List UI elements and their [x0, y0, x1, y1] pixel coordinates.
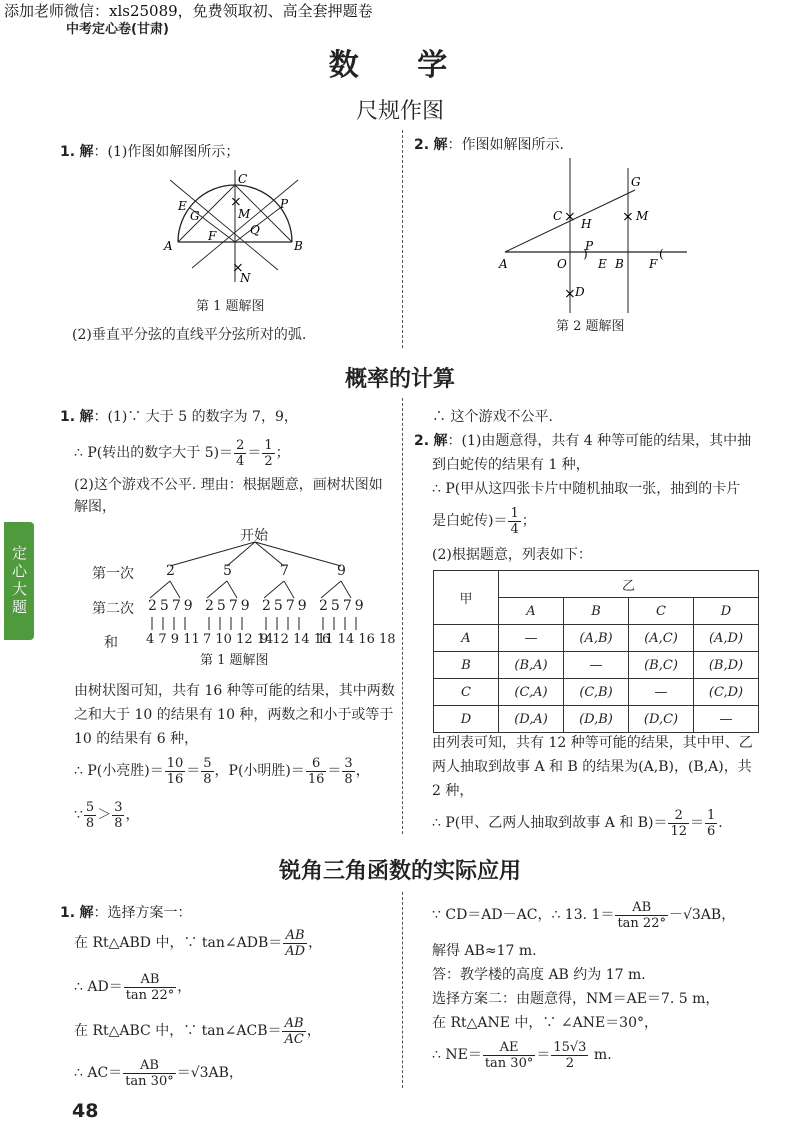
tree-root: 开始 [240, 528, 268, 544]
numerator: AB [124, 972, 177, 988]
numerator: AB [123, 1058, 176, 1074]
table-cell: (C,A) [499, 679, 564, 706]
text: ：(1)∵ 大于 5 的数字为 7，9， [93, 409, 298, 425]
text: ∴ AC＝ [74, 1065, 123, 1081]
tree-first-draw: 2 [166, 563, 175, 579]
equals: ＝ [690, 815, 704, 831]
table-row [434, 706, 759, 733]
point-label-n: N [240, 271, 251, 285]
prob-q2-line8: 2 种， [432, 783, 474, 799]
prob-q2-line3: ∴ P(甲从这四张卡片中随机抽取一张，抽到的卡片 [432, 481, 741, 497]
arc-mark: × [564, 286, 576, 302]
ruler-q1-caption: 第 1 题解图 [196, 299, 265, 314]
numerator: 2 [236, 437, 245, 453]
prob-q2-line1 [414, 432, 751, 450]
trig-q1-line3 [74, 968, 191, 1006]
numerator: AB [283, 928, 307, 944]
numerator: 1 [264, 437, 273, 453]
table-row-head: B [434, 652, 499, 679]
text: ， [177, 979, 192, 995]
table-cell: (B,D) [694, 652, 759, 679]
fraction [551, 1040, 588, 1071]
text: －√3AB， [668, 907, 736, 923]
table-col-label: B [564, 598, 629, 625]
arc-mark: ) [583, 247, 588, 261]
fraction [705, 808, 717, 839]
text: ， [306, 1023, 321, 1039]
point-label-m: M [238, 207, 251, 221]
fraction [668, 808, 689, 839]
tree-row2-label: 第二次 [92, 601, 134, 617]
prob-right-top: ∴ 这个游戏不公平. [432, 409, 553, 425]
numerator: 10 [166, 755, 184, 771]
table-col-head: 乙 [499, 571, 759, 598]
point-label-h: H [581, 217, 592, 231]
prob-q1-line6: 之和大于 10 的结果有 10 种，两数之和小于或等于 [74, 707, 394, 723]
prob-q1-line4: 解图， [74, 499, 116, 515]
denominator: 2 [565, 1055, 575, 1071]
point-label-o: O [557, 257, 567, 271]
point-label-c: C [238, 172, 248, 186]
trig-right-line4: 选择方案二：由题意得，NM＝AE＝7. 5 m， [432, 991, 720, 1007]
tree-second-draw: 2579 [148, 598, 196, 614]
column-divider [402, 892, 403, 1088]
numerator: 5 [203, 755, 212, 771]
text: 在 Rt△ABC 中，∵ tan∠ACB＝ [74, 1023, 282, 1039]
denominator: AC [284, 1031, 304, 1047]
tree-branch [341, 581, 351, 598]
outcome-table [433, 570, 759, 733]
trig-q1-line5 [74, 1054, 243, 1092]
tree-branch [284, 581, 294, 598]
trig-q1-line4 [74, 1012, 321, 1050]
table-row [434, 652, 759, 679]
prob-q1-line3: (2)这个游戏不公平. 理由：根据题意，画树状图如 [74, 477, 383, 493]
denominator: 12 [670, 823, 687, 839]
table-cell: (A,D) [694, 625, 759, 652]
fraction [306, 756, 327, 787]
numerator: 5 [85, 799, 95, 815]
text: ， [355, 763, 370, 779]
answer-label: 解 [433, 433, 448, 449]
numerator: AB [282, 1016, 305, 1032]
point-label-m: M [636, 209, 649, 223]
tree-branch [170, 581, 180, 598]
denominator: tan 30° [484, 1055, 534, 1071]
prob-q2-line4 [432, 502, 536, 540]
trig-right-line5: 在 Rt△ANE 中，∵ ∠ANE＝30°， [432, 1015, 658, 1031]
denominator: 8 [85, 815, 95, 831]
equals: ＝ [247, 445, 262, 461]
ruler-q2-figure [495, 158, 695, 316]
fraction [508, 506, 520, 537]
arc-mark: × [622, 209, 634, 225]
numerator: 15√3 [553, 1039, 587, 1055]
denominator: AD [285, 943, 306, 959]
table-cell: — [499, 625, 564, 652]
tree-sums: 4 7 9 11 [146, 632, 200, 647]
tree-branch [255, 542, 341, 566]
text: ：选择方案一： [93, 905, 192, 921]
ruler-q2-text: ：作图如解图所示. [447, 137, 564, 153]
point-label-p: P [280, 197, 289, 211]
fraction [283, 928, 307, 959]
table-row-head: C [434, 679, 499, 706]
tree-ticks [148, 616, 378, 632]
prob-q1-line1 [60, 408, 298, 426]
text: ：(1)由题意得，共有 4 种等可能的结果，其中抽 [447, 433, 752, 449]
denominator: 16 [307, 771, 325, 787]
answer-label: 解 [79, 905, 94, 921]
denominator: 4 [510, 521, 519, 537]
fraction [84, 800, 96, 831]
trig-right-line2: 解得 AB≈17 m. [432, 943, 537, 959]
point-label-b: B [294, 239, 303, 253]
denominator: tan 30° [125, 1073, 174, 1089]
question-number: 1. [60, 144, 76, 160]
text: ， [125, 807, 140, 823]
fraction [201, 756, 213, 787]
tree-second-draw: 2579 [319, 598, 367, 614]
tree-branches-2 [140, 580, 380, 600]
tick-group [152, 617, 356, 630]
tree-branch [264, 581, 284, 598]
text: ∴ AD＝ [74, 979, 123, 995]
fraction [262, 438, 274, 469]
arc-mark: × [232, 260, 244, 276]
table-row [434, 625, 759, 652]
trig-q1-line2 [74, 924, 322, 962]
text: 是白蛇传)＝ [432, 513, 508, 529]
numerator: 1 [510, 505, 519, 521]
equals: ＝ [327, 763, 342, 779]
denominator: 6 [707, 823, 716, 839]
text: ， [308, 935, 323, 951]
question-number: 2. [414, 137, 430, 153]
text: ，P(小明胜)＝ [214, 763, 305, 779]
denominator: 2 [264, 453, 273, 469]
tree-branch [227, 581, 237, 598]
trig-q1-line1 [60, 904, 192, 922]
point-label-d: D [575, 285, 585, 299]
prob-q2-line2: 到白蛇传的结果有 1 种， [432, 457, 590, 473]
ruler-q1-figure [160, 170, 310, 295]
page-number: 48 [72, 1100, 99, 1122]
fraction [234, 438, 246, 469]
table-cell: (D,A) [499, 706, 564, 733]
denominator: 8 [344, 771, 353, 787]
arc-mark: ( [659, 247, 664, 261]
section-heading-prob: 概率的计算 [344, 367, 455, 392]
ruler-q1-text: ：(1)作图如解图所示； [93, 144, 240, 160]
table-cell: (D,C) [629, 706, 694, 733]
numerator: 2 [668, 808, 689, 824]
tree-branch [150, 581, 170, 598]
section-heading-trig: 锐角三角函数的实际应用 [278, 859, 521, 884]
tree-branches [160, 540, 360, 570]
table-cell: (C,D) [694, 679, 759, 706]
tree-branch [321, 581, 341, 598]
table-row [434, 679, 759, 706]
table-col-label: A [499, 598, 564, 625]
fraction [123, 1058, 176, 1089]
numerator: AE [483, 1040, 536, 1056]
table-col-label: D [694, 598, 759, 625]
point-label-a: A [164, 239, 173, 253]
trig-right-line6 [432, 1036, 612, 1074]
text: ＝ [536, 1047, 551, 1063]
watermark-text: 添加老师微信：xls25089，免费领取初、高全套押题卷 [4, 2, 373, 20]
text: ＝√3AB， [176, 1065, 243, 1081]
denominator: tan 22° [617, 915, 666, 931]
point-label-p: P [585, 239, 594, 253]
fraction [165, 756, 186, 787]
point-label-a: A [499, 257, 508, 271]
tree-branch [170, 542, 255, 566]
tree-row1-label: 第一次 [92, 566, 134, 582]
ruler-q2-line1 [414, 136, 564, 154]
tree-first-draw: 5 [223, 563, 232, 579]
arc-mark: × [230, 194, 242, 210]
table-cell: (A,B) [564, 625, 629, 652]
side-tab: 定心大题 [4, 522, 34, 640]
ruler-q1-line1 [60, 143, 239, 161]
text: ∴ P(小亮胜)＝ [74, 763, 164, 779]
fraction [483, 1040, 536, 1071]
page-title: 数 学 [328, 48, 472, 83]
numerator: 3 [114, 799, 123, 815]
construction-line [192, 180, 298, 268]
fraction [342, 756, 354, 787]
point-label-c: C [553, 209, 563, 223]
table-cell: (D,B) [564, 706, 629, 733]
ruler-q1-line2: (2)垂直平分弦的直线平分弦所对的弧. [72, 327, 307, 343]
question-number: 1. [60, 409, 76, 425]
table-row-head: A [434, 625, 499, 652]
section-heading-ruler: 尺规作图 [355, 99, 444, 124]
table-header-row [434, 571, 759, 598]
numerator: 6 [306, 756, 327, 772]
tree-second-draw: 2579 [262, 598, 310, 614]
answer-label: 解 [433, 137, 448, 153]
tree-caption: 第 1 题解图 [200, 653, 269, 668]
point-label-q: Q [250, 223, 260, 237]
question-number: 1. [60, 905, 76, 921]
text: ； [521, 513, 536, 529]
tree-first-draw: 9 [337, 563, 346, 579]
question-number: 2. [414, 433, 430, 449]
numerator: 3 [344, 755, 353, 771]
text: ＞ [97, 807, 112, 823]
point-label-g: G [631, 175, 641, 189]
point-label-e: E [178, 199, 187, 213]
tree-row3-label: 和 [104, 635, 118, 651]
text: ∴ P(甲、乙两人抽取到故事 A 和 B)＝ [432, 815, 668, 831]
table-cell: (A,C) [629, 625, 694, 652]
table-corner: 甲 [434, 571, 499, 625]
table-cell: (B,C) [629, 652, 694, 679]
prob-q2-line7: 两人抽取到故事 A 和 B 的结果为(A,B)，(B,A)，共 [432, 759, 752, 775]
column-divider [402, 130, 403, 348]
table-cell: (C,B) [564, 679, 629, 706]
tree-sums: 11 14 16 18 [317, 632, 396, 647]
trig-right-line3: 答：教学楼的高度 AB 约为 17 m. [432, 967, 646, 983]
table-cell: — [629, 679, 694, 706]
arc-mark: × [564, 209, 576, 225]
fraction [124, 972, 177, 1003]
prob-q1-line7: 10 的结果有 6 种， [74, 731, 199, 747]
answer-label: 解 [79, 409, 94, 425]
tree-branch [207, 581, 227, 598]
text: . [718, 815, 723, 831]
numerator: 1 [707, 807, 716, 823]
fraction [282, 1016, 305, 1047]
text: ∴ P(转出的数字大于 5)＝ [74, 445, 234, 461]
table-cell: (B,A) [499, 652, 564, 679]
column-divider [402, 398, 403, 834]
numerator: AB [615, 900, 668, 916]
denominator: tan 22° [125, 987, 175, 1003]
prob-q2-line6: 由列表可知，共有 12 种等可能的结果，其中甲、乙 [432, 735, 753, 751]
prob-q1-line8 [74, 752, 370, 790]
tree-sums: 9 12 14 16 [260, 632, 331, 647]
table-row-head: D [434, 706, 499, 733]
prob-q2-line9 [432, 804, 723, 842]
table-col-label: C [629, 598, 694, 625]
table-cell: — [564, 652, 629, 679]
text: ∴ NE＝ [432, 1047, 482, 1063]
table-cell: — [694, 706, 759, 733]
tree-sums: 7 10 12 14 [203, 632, 274, 647]
trig-right-line1 [432, 896, 735, 934]
point-label-f: F [649, 257, 658, 271]
text: ∵ [74, 807, 83, 823]
ruler-q2-caption: 第 2 题解图 [556, 319, 625, 334]
denominator: 4 [236, 453, 245, 469]
point-label-g: G [190, 209, 200, 223]
prob-q2-line5: (2)根据题意，列表如下： [432, 547, 592, 563]
text: ∵ CD＝AD－AC，∴ 13. 1＝ [432, 907, 615, 923]
fraction [112, 800, 124, 831]
point-label-f: F [208, 229, 217, 243]
fraction [615, 900, 668, 931]
prob-q1-line9 [74, 796, 139, 834]
tree-second-draw: 2579 [205, 598, 253, 614]
prob-q1-line5: 由树状图可知，共有 16 种等可能的结果，其中两数 [74, 683, 395, 699]
point-label-e: E [598, 257, 607, 271]
text: m. [589, 1047, 612, 1063]
denominator: 8 [203, 771, 212, 787]
tree-first-draw: 7 [280, 563, 289, 579]
text: ； [275, 445, 290, 461]
equals: ＝ [186, 763, 201, 779]
series-title: 中考定心卷(甘肃) [66, 22, 169, 37]
point-label-b: B [615, 257, 624, 271]
prob-q1-line2 [74, 434, 290, 472]
text: 在 Rt△ABD 中，∵ tan∠ADB＝ [74, 935, 283, 951]
denominator: 16 [166, 771, 184, 787]
answer-label: 解 [79, 144, 94, 160]
denominator: 8 [114, 815, 123, 831]
construction-line [170, 180, 278, 270]
